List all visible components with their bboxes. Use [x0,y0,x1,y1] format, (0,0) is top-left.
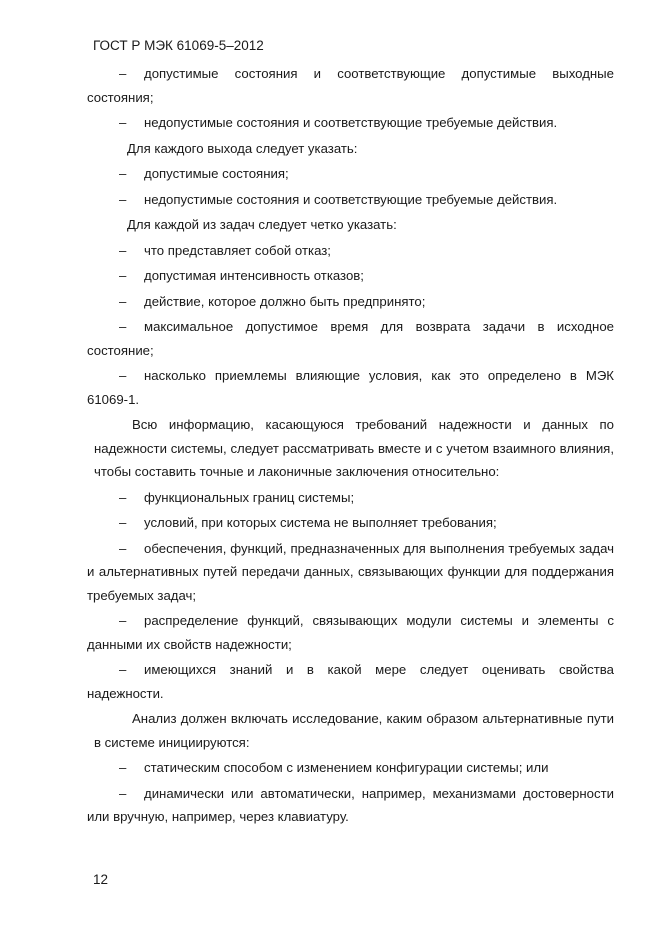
list-item-text: динамически или автоматически, например, механизмами достоверности или вручную, например, через клавиатуру. [87,785,614,824]
dash-marker: – [119,760,127,775]
list-item-text: максимальное допустимое время для возврата задачи в исходное состояние; [87,319,614,358]
list-item [87,756,614,780]
list-item [87,239,614,263]
list-item-text: насколько приемлемы влияющие условия, как это определено в МЭК 61069-1. [87,368,614,407]
dash-marker: – [119,268,127,283]
document-header: ГОСТ Р МЭК 61069-5–2012 [93,38,264,53]
list-item [87,315,614,362]
dash-marker: – [119,515,127,530]
list-item-text: допустимые состояния и соответствующие допустимые выходные состояния; [87,66,614,105]
list-item [87,537,614,608]
dash-marker: – [119,785,127,801]
list-item [87,782,614,829]
list-item-text: действие, которое должно быть предпринято; [144,293,426,309]
list-item-text: обеспечения, функций, предназначенных для выполнения требуемых задач и альтернативных путей передачи данных, связывающих функции для поддержания требуемых задач; [87,540,614,603]
list-item-text: функциональных границ системы; [144,489,355,505]
dash-marker: – [119,319,127,334]
dash-marker: – [119,293,127,309]
list-item [87,658,614,705]
page-body [87,62,614,831]
paragraph: Всю информацию, касающуюся требований надежности и данных по надежности системы, следует рассматривать вместе и с учетом взаимного влияния, чтобы составить точные и лаконичные заключения относительно: [94,417,614,479]
list-item-text: допустимые состояния; [144,166,289,181]
list-item [87,486,614,510]
list-intro: Для каждой из задач следует четко указать: [127,217,397,232]
dash-marker: – [119,368,127,383]
list-item-text: распределение функций, связывающих модули системы и элементы с данными их свойств надежности; [87,613,614,652]
dash-marker: – [119,191,127,207]
list-item [87,188,614,212]
dash-marker: – [119,66,127,81]
dash-marker: – [119,489,127,505]
dash-marker: – [119,540,127,556]
list-item [87,511,614,535]
list-item [87,111,614,135]
list-item [87,609,614,656]
page-number: 12 [93,872,109,887]
dash-marker: – [119,662,127,677]
list-item-text: недопустимые состояния и соответствующие требуемые действия. [144,191,558,207]
list-item-text: что представляет собой отказ; [144,242,331,258]
list-item [87,290,614,314]
list-item [87,264,614,288]
dash-marker: – [119,242,127,258]
list-item-text: условий, при которых система не выполняет требования; [144,515,497,530]
list-item-text: недопустимые состояния и соответствующие требуемые действия. [144,115,558,130]
dash-marker: – [119,115,127,130]
list-item [87,162,614,186]
list-item-text: допустимая интенсивность отказов; [144,268,364,283]
list-item-text: статическим способом с изменением конфигурации системы; или [144,760,549,775]
list-intro: Для каждого выхода следует указать: [127,140,358,156]
list-item-text: имеющихся знаний и в какой мере следует оценивать свойства надежности. [87,662,614,701]
list-item [87,364,614,411]
list-item [87,62,614,109]
dash-marker: – [119,613,127,628]
dash-marker: – [119,166,127,181]
paragraph: Анализ должен включать исследование, каким образом альтернативные пути в системе инициируются: [94,711,614,750]
